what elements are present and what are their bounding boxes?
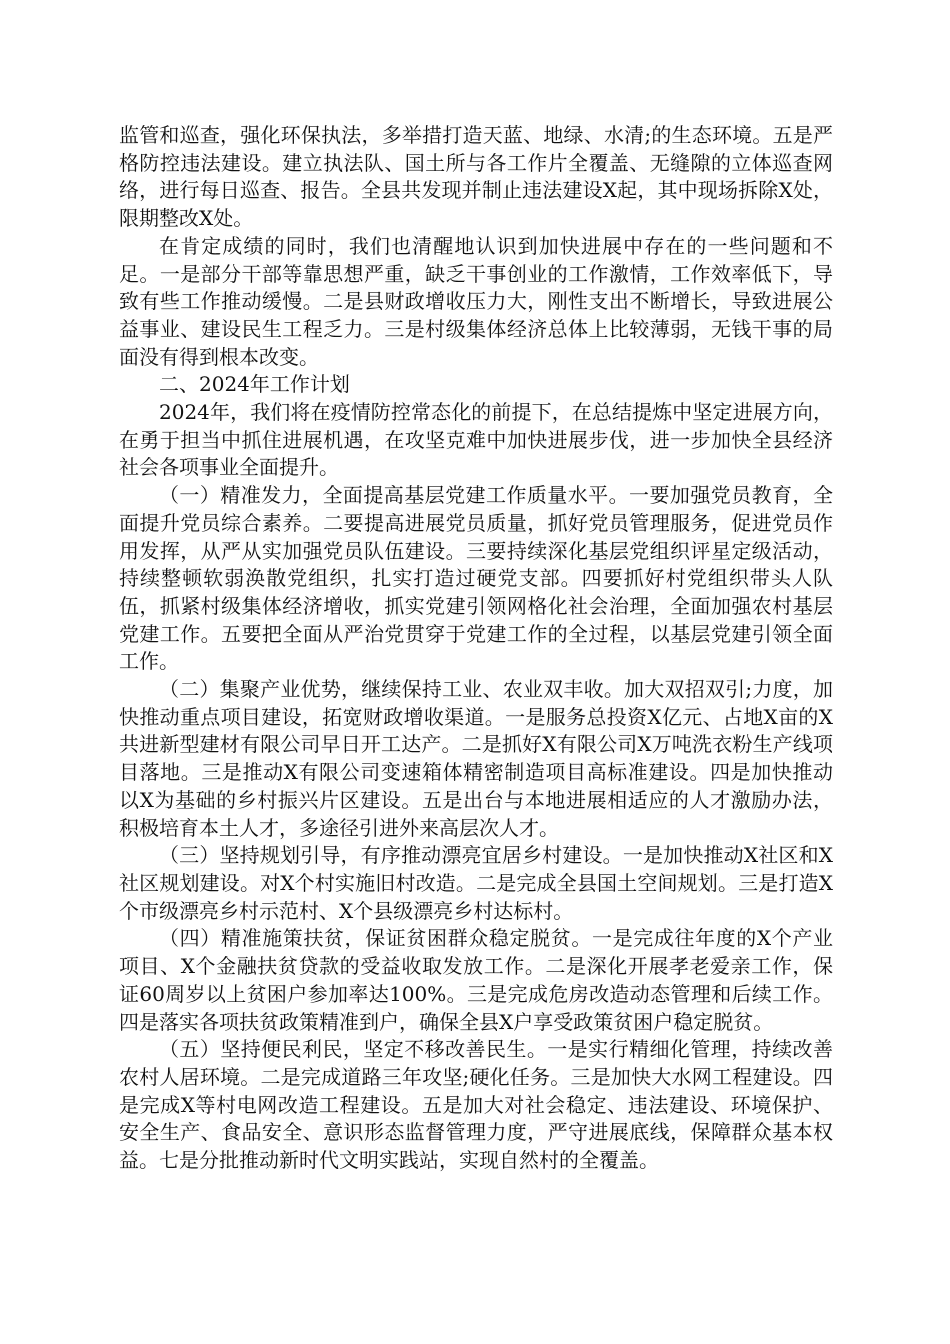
paragraph: 监管和巡查，强化环保执法，多举措打造天蓝、地绿、水清;的生态环境。五是严格防控违法建设。建立执法队、国土所与各工作片全覆盖、无缝隙的立体巡查网络，进行每日巡查、报告。全县共发现并制止违法建设X起，其中现场拆除X处，限期整改X处。 — [119, 123, 833, 231]
paragraph: （四）精准施策扶贫，保证贫困群众稳定脱贫。一是完成往年度的X个产业项目、X个金融扶贫贷款的受益收取发放工作。二是深化开展孝老爱亲工作，保证60周岁以上贫困户参加率达100%。三是完成危房改造动态管理和后续工作。四是落实各项扶贫政策精准到户，确保全县X户享受政策贫困户稳定脱贫。 — [119, 926, 833, 1034]
paragraph: （三）坚持规划引导，有序推动漂亮宜居乡村建设。一是加快推动X社区和X社区规划建设。对X个村实施旧村改造。二是完成全县国土空间规划。三是打造X个市级漂亮乡村示范村、X个县级漂亮乡村达标村。 — [119, 843, 833, 923]
paragraph: （五）坚持便民利民，坚定不移改善民生。一是实行精细化管理，持续改善农村人居环境。二是完成道路三年攻坚;硬化任务。三是加快大水网工程建设。四是完成X等村电网改造工程建设。五是加大对社会稳定、违法建设、环境保护、安全生产、食品安全、意识形态监督管理力度，严守进展底线，保障群众基本权益。七是分批推动新时代文明实践站，实现自然村的全覆盖。 — [119, 1037, 833, 1173]
document-body — [119, 122, 833, 1175]
paragraph: 2024年，我们将在疫情防控常态化的前提下，在总结提炼中坚定进展方向，在勇于担当中抓住进展机遇，在攻坚克难中加快进展步伐，进一步加快全县经济社会各项事业全面提升。 — [119, 400, 833, 480]
paragraph: （一）精准发力，全面提高基层党建工作质量水平。一要加强党员教育，全面提升党员综合素养。二要提高进展党员质量，抓好党员管理服务，促进党员作用发挥，从严从实加强党员队伍建设。三要持续深化基层党组织评星定级活动，持续整顿软弱涣散党组织，扎实打造过硬党支部。四要抓好村党组织带头人队伍，抓紧村级集体经济增收，抓实党建引领网格化社会治理，全面加强农村基层党建工作。五要把全面从严治党贯穿于党建工作的全过程，以基层党建引领全面工作。 — [119, 483, 833, 674]
paragraph: （二）集聚产业优势，继续保持工业、农业双丰收。加大双招双引;力度，加快推动重点项目建设，拓宽财政增收渠道。一是服务总投资X亿元、占地X亩的X共进新型建材有限公司早日开工达产。二是抓好X有限公司X万吨洗衣粉生产线项目落地。三是推动X有限公司变速箱体精密制造项目高标准建设。四是加快推动以X为基础的乡村振兴片区建设。五是出台与本地进展相适应的人才激励办法，积极培育本土人才，多途径引进外来高层次人才。 — [119, 677, 833, 840]
paragraph: 在肯定成绩的同时，我们也清醒地认识到加快进展中存在的一些问题和不足。一是部分干部等靠思想严重，缺乏干事创业的工作激情，工作效率低下，导致有些工作推动缓慢。二是县财政增收压力大，刚性支出不断增长，导致进展公益事业、建设民生工程乏力。三是村级集体经济总体上比较薄弱，无钱干事的局面没有得到根本改变。 — [119, 233, 833, 369]
section-heading: 二、2024年工作计划 — [159, 372, 350, 397]
